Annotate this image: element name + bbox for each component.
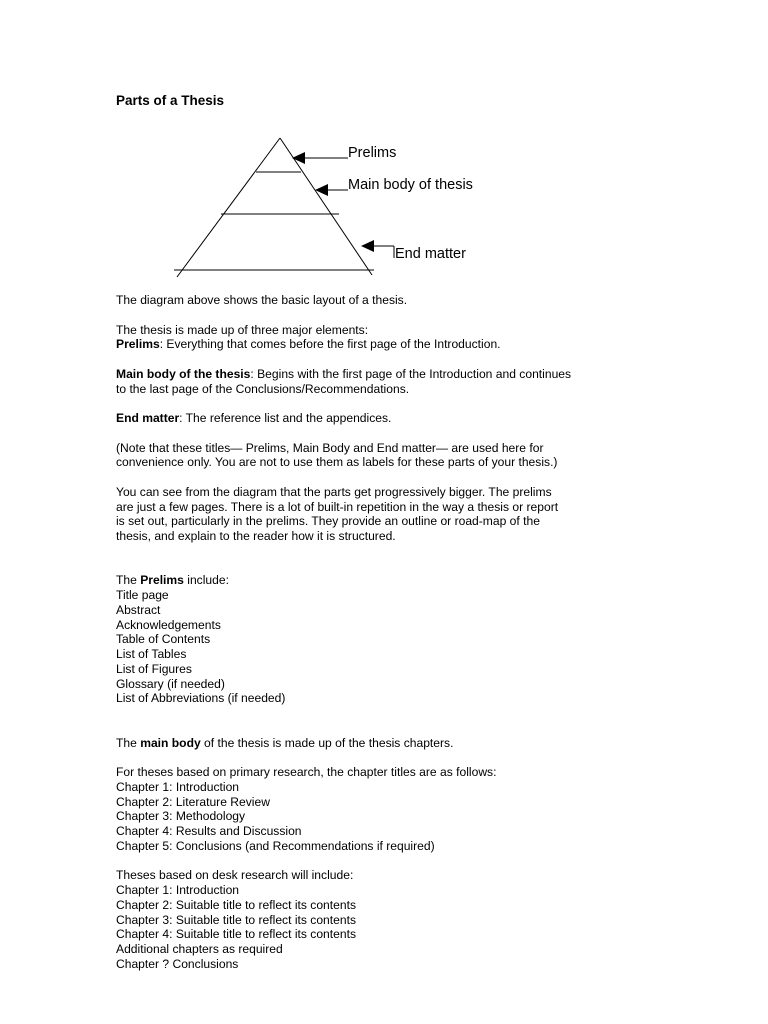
list-item: Chapter 2: Suitable title to reflect its contents [116, 897, 356, 912]
elements-paragraph [116, 323, 636, 353]
list-item: Chapter 5: Conclusions (and Recommendations if required) [116, 838, 435, 853]
label-main-body: Main body of thesis [348, 177, 473, 193]
arrow-main-body [315, 184, 348, 196]
list-item: Chapter 3: Methodology [116, 809, 246, 824]
arrow-prelims [292, 152, 348, 164]
desk-research-list [116, 868, 636, 971]
list-item: Abstract [116, 602, 161, 617]
progression-line: is set out, particularly in the prelims. They provide an outline or road-map of the [116, 514, 540, 529]
end-matter-term: End matter [116, 411, 180, 425]
list-item: Chapter 4: Suitable title to reflect its contents [116, 927, 356, 942]
progression-line: You can see from the diagram that the parts get progressively bigger. The prelims [116, 484, 552, 499]
label-prelims: Prelims [348, 145, 397, 161]
primary-research-list [116, 765, 636, 854]
main-body-desc-2: to the last page of the Conclusions/Recommendations. [116, 381, 410, 396]
list-item: List of Figures [116, 661, 192, 676]
desk-lead: Theses based on desk research will include: [116, 868, 354, 883]
arrow-end-matter [361, 240, 394, 258]
page-title: Parts of a Thesis [116, 93, 225, 108]
list-item: Chapter 2: Literature Review [116, 794, 270, 809]
label-end-matter: End matter [395, 246, 466, 262]
document-body [116, 293, 636, 986]
list-item: Chapter 3: Suitable title to reflect its contents [116, 912, 356, 927]
list-item: Chapter ? Conclusions [116, 956, 239, 971]
note-line: convenience only. You are not to use them as labels for these parts of your thesis.) [116, 455, 558, 470]
primary-lead: For theses based on primary research, the chapter titles are as follows: [116, 765, 497, 779]
progression-line: thesis, and explain to the reader how it is structured. [116, 529, 396, 543]
end-matter-desc: : The reference list and the appendices. [179, 411, 392, 425]
list-item: Acknowledgements [116, 617, 221, 632]
list-item: Table of Contents [116, 632, 211, 647]
end-matter-paragraph [116, 411, 636, 426]
progression-line: are just a few pages. There is a lot of built-in repetition in the way a thesis or report [116, 499, 559, 514]
note-line: (Note that these titles— Prelims, Main Body and End matter— are used here for [116, 440, 544, 455]
list-item: Glossary (if needed) [116, 676, 225, 691]
list-item: Title page [116, 588, 169, 602]
list-item: Chapter 4: Results and Discussion [116, 824, 302, 838]
main-body-paragraph [116, 367, 636, 397]
list-item: List of Tables [116, 647, 187, 661]
main-body-term: Main body of the thesis [116, 366, 251, 381]
main-body-chapters-paragraph: The main body of the thesis is made up of the thesis chapters. [116, 735, 454, 750]
main-body-desc-1: : Begins with the first page of the Introduction and continues [250, 366, 572, 381]
elements-lead: The thesis is made up of three major elements: [116, 322, 369, 337]
intro-paragraph: The diagram above shows the basic layout of a thesis. [116, 293, 408, 307]
prelims-term: Prelims [116, 337, 160, 352]
pyramid-left-side [177, 138, 280, 277]
list-item: List of Abbreviations (if needed) [116, 691, 286, 706]
list-item: Chapter 1: Introduction [116, 883, 240, 897]
list-item: Chapter 1: Introduction [116, 779, 240, 794]
prelims-list-term: Prelims [140, 573, 184, 588]
thesis-pyramid-diagram [0, 0, 768, 300]
main-body-list-term: main body [140, 735, 201, 750]
prelims-desc: : Everything that comes before the first page of the Introduction. [159, 337, 501, 352]
note-paragraph [116, 441, 636, 471]
progression-paragraph [116, 485, 636, 544]
pyramid [174, 138, 374, 277]
prelims-list: The Prelims include: Title page Abstract Acknowledgements Table of Contents List of Tables List of Figures Glossary (if needed) List of Abbreviations (if needed) [116, 573, 636, 706]
list-item: Additional chapters as required [116, 942, 283, 956]
